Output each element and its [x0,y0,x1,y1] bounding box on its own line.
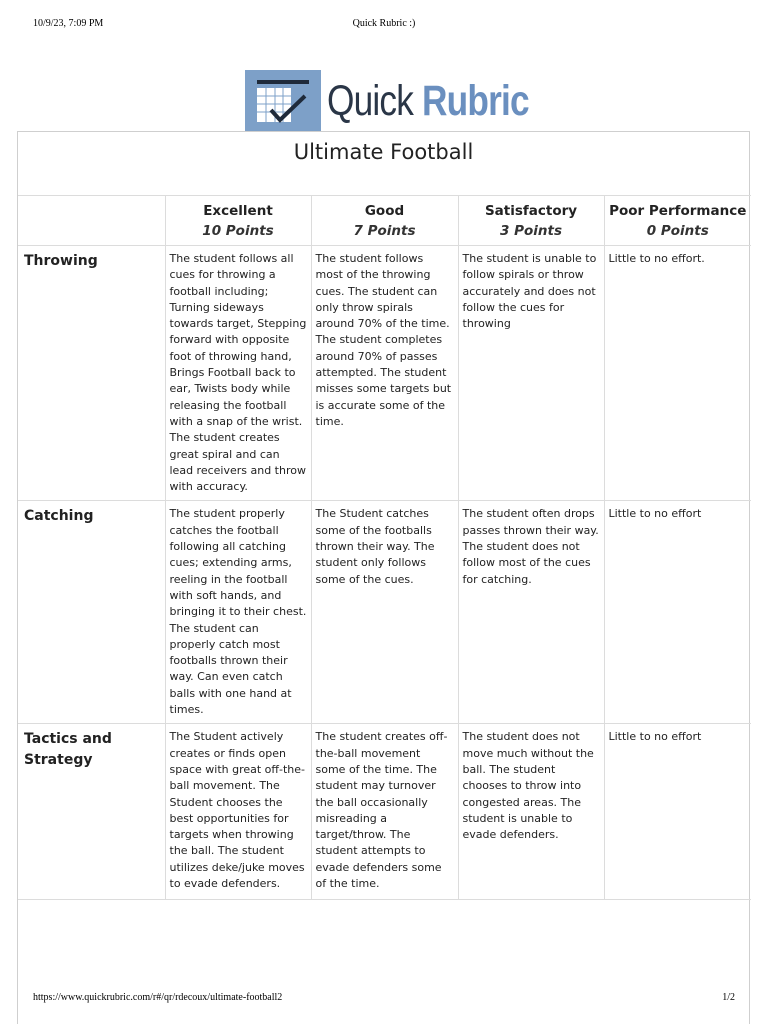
level-points: 7 Points [353,223,416,239]
level-name: Good [364,203,405,219]
criterion-row-throwing [18,246,751,501]
criterion-description: The student properly catches the football following all catching cues; extending arms, reeling in the football with soft hands, and bringing it to their chest. The student can properly catch most footballs thrown their way. Can even catch balls with one hand at times. [165,501,311,724]
criterion-description: Little to no effort. [604,246,751,501]
criterion-row-tactics [18,724,751,900]
rubric-table [18,195,751,900]
level-header [165,196,311,246]
quick-rubric-logo[interactable] [245,70,573,132]
print-header [33,18,735,32]
criterion-description: The student does not move much without the ball. The student chooses to throw into congested areas. The student is unable to evade defenders. [458,724,604,900]
criterion-description: Little to no effort [604,724,751,900]
print-url[interactable]: https://www.quickrubric.com/r#/qr/rdecoux/ultimate-football2 [33,992,283,1003]
criterion-description: The student follows most of the throwing cues. The student can only throw spirals around 70% of the time. The student completes around 70% of passes attempted. The student misses some targets but is accurate some of the time. [311,246,458,501]
criterion-name: Throwing [18,246,165,501]
level-header [311,196,458,246]
checklist-icon [245,70,321,132]
level-name: Excellent [203,203,273,219]
criterion-description: The Student catches some of the footballs thrown their way. The student only follows some of the cues. [311,501,458,724]
criterion-description: The Student actively creates or finds open space with great off-the-ball movement. The Student chooses the best opportunities for targets when throwing the ball. The student utilizes deke/juke moves to evade defenders. [165,724,311,900]
level-header [604,196,751,246]
level-points: 10 Points [202,223,274,239]
rubric-title: Ultimate Football [293,140,474,164]
print-footer [33,992,735,1006]
print-page-title: Quick Rubric :) [352,18,416,29]
criterion-description: The student follows all cues for throwing a football including; Turning sideways towards target, Stepping forward with opposite foot of throwing hand, Brings Football back to ear, Twists body while releasing the football with a snap of the wrist. The student creates great spiral and can lead receivers and throw with accuracy. [165,246,311,501]
logo-word-quick: Quick [327,77,414,125]
criterion-name: Catching [18,501,165,724]
corner-cell [18,196,165,246]
print-datetime: 10/9/23, 7:09 PM [33,18,104,29]
rubric-frame [17,131,750,1024]
level-points: 0 Points [646,223,709,239]
criterion-name: Tactics and Strategy [18,724,165,900]
level-name: Satisfactory [484,203,578,219]
criterion-description: The student often drops passes thrown their way. The student does not follow most of the cues for catching. [458,501,604,724]
levels-header-row [18,196,751,246]
print-page-number: 1/2 [722,992,735,1003]
criterion-description: Little to no effort [604,501,751,724]
level-header [458,196,604,246]
logo-word-rubric: Rubric [422,77,529,125]
criterion-row-catching [18,501,751,724]
criterion-description: The student is unable to follow spirals or throw accurately and does not follow the cues for throwing [458,246,604,501]
logo-wordmark [327,70,529,132]
level-name: Poor Performance [609,203,747,219]
criterion-description: The student creates off-the-ball movement some of the time. The student may turnover the ball occasionally misreading a target/throw. The student attempts to evade defenders some of the time. [311,724,458,900]
level-points: 3 Points [500,223,562,239]
